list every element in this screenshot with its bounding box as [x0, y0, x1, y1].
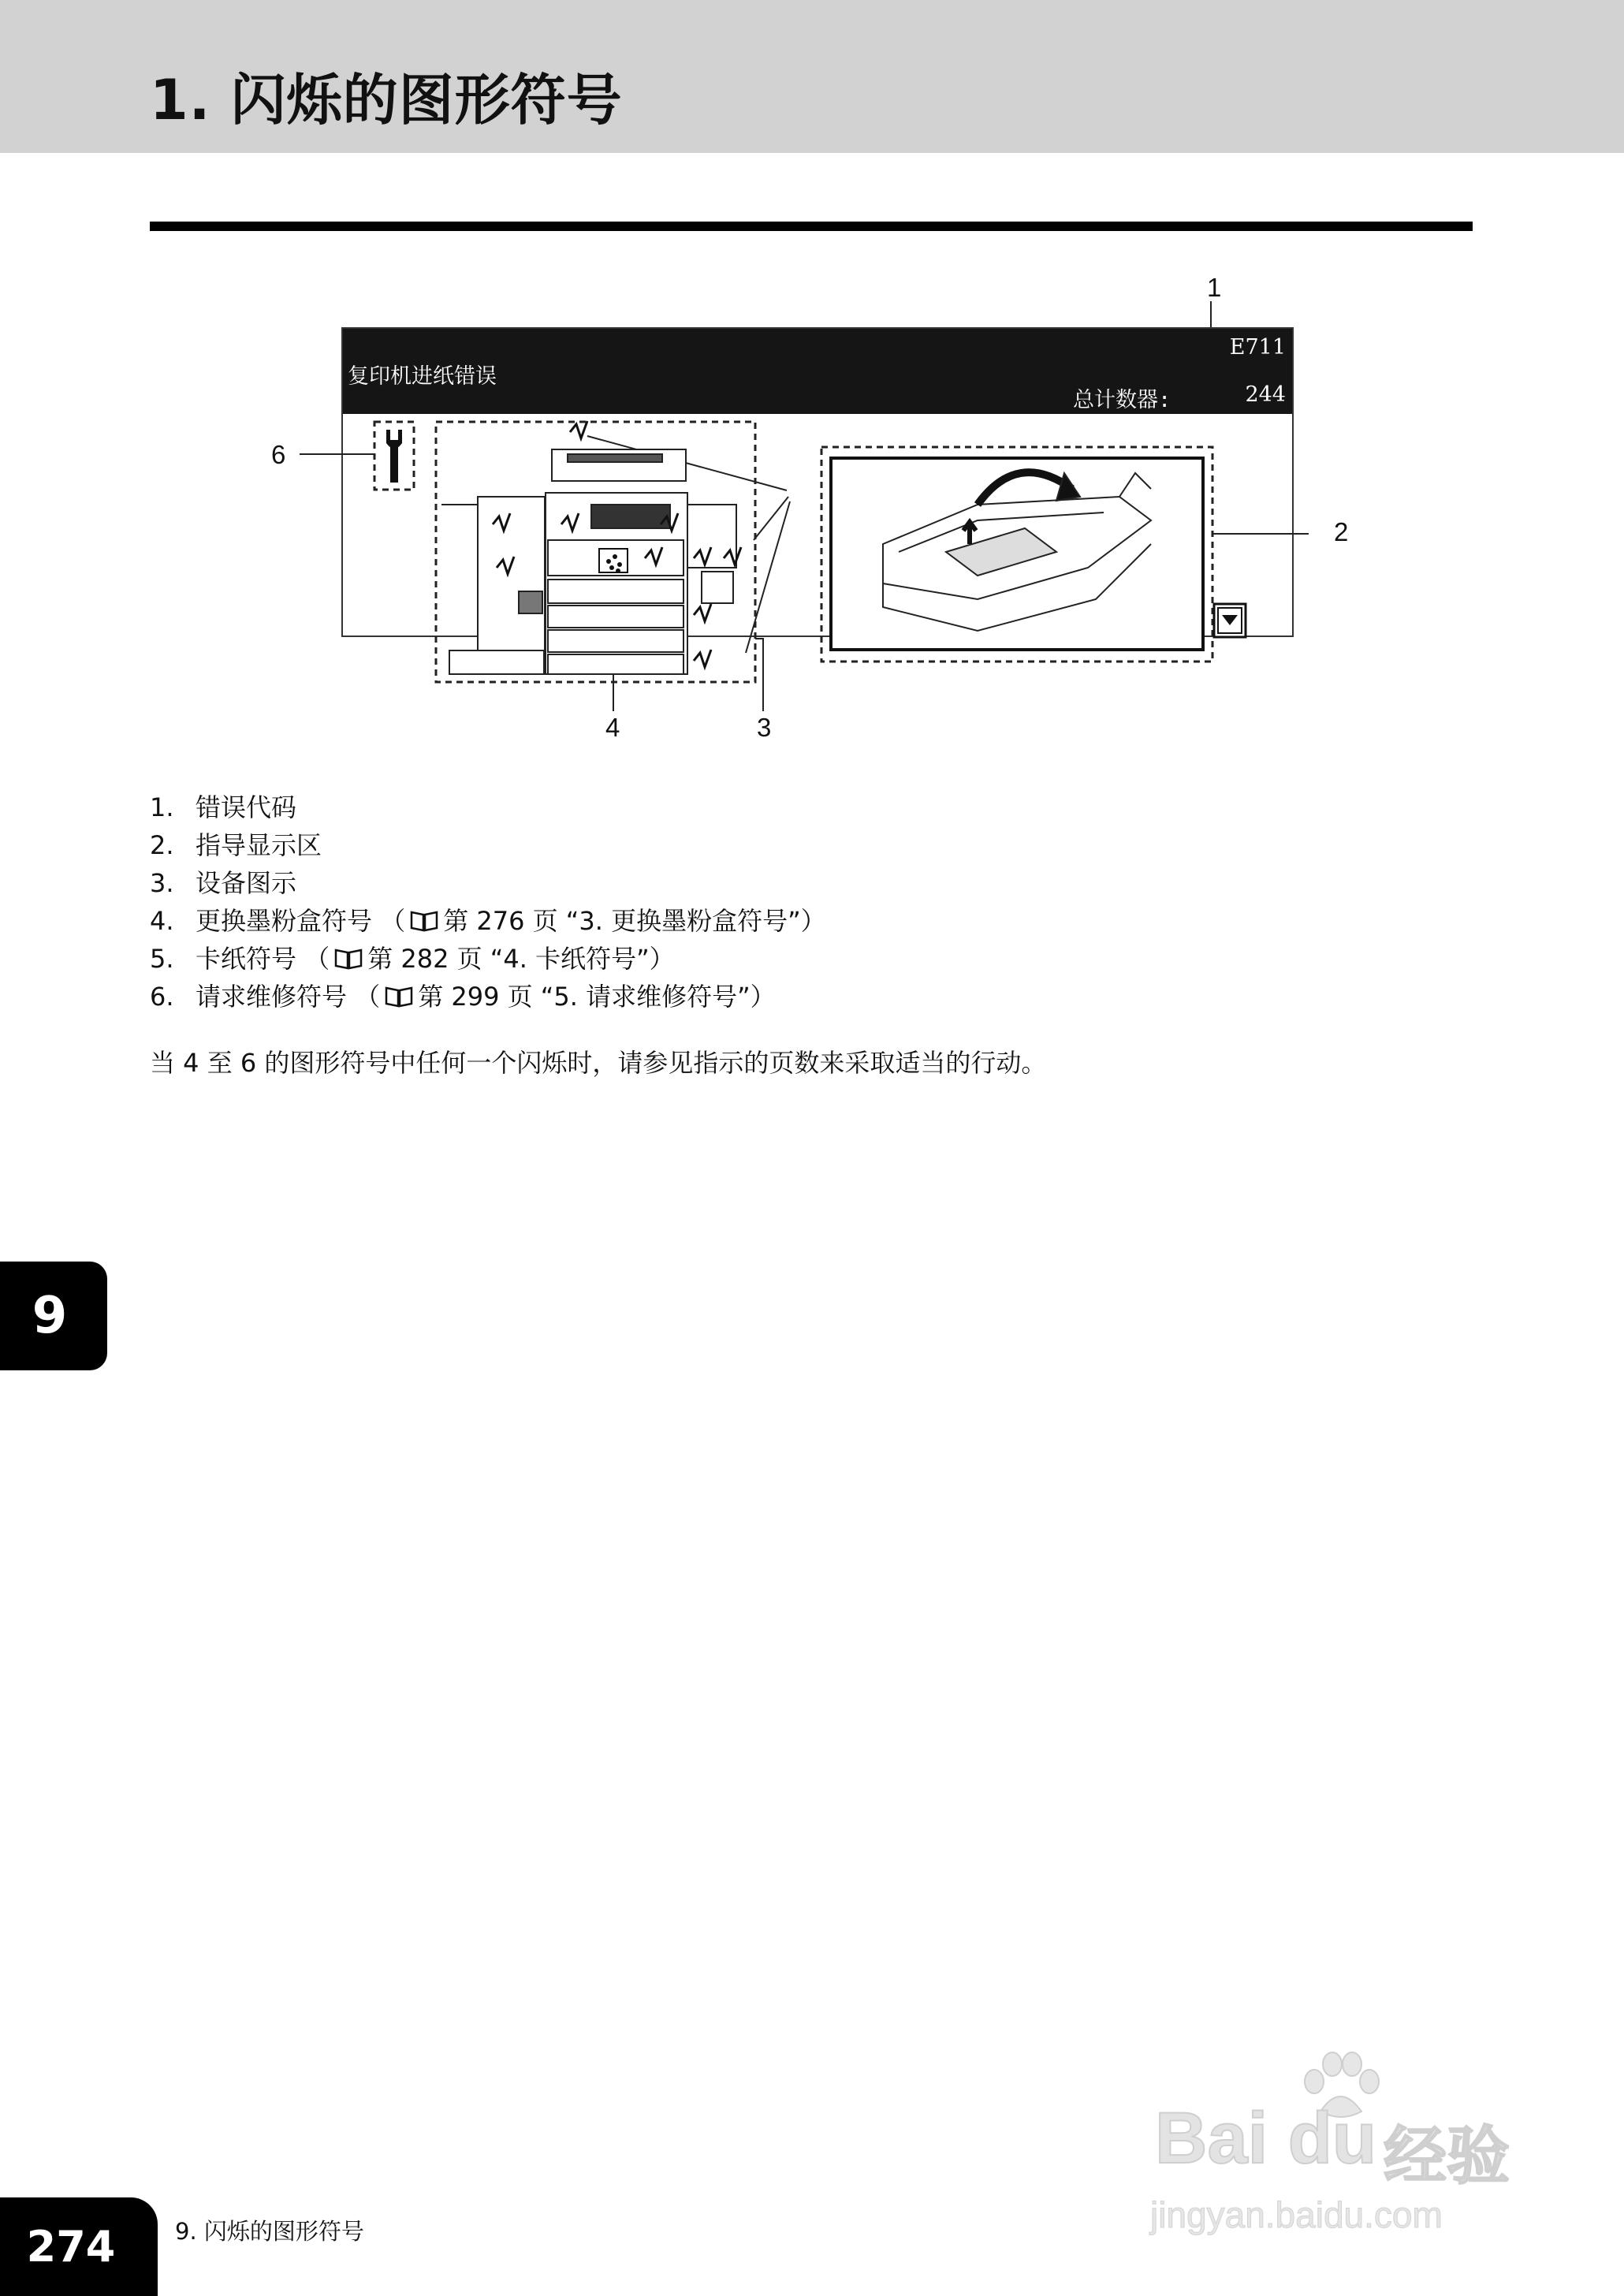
copier-illustration — [441, 449, 736, 674]
legend-list — [150, 788, 826, 1016]
page-reference[interactable]: 第 276 页 “3. 更换墨粉盒符号”） — [443, 906, 826, 936]
watermark-logo: Bai du — [1155, 2098, 1377, 2179]
wrench-icon — [386, 430, 402, 483]
page-title: 1. 闪烁的图形符号 — [150, 68, 623, 132]
chapter-tab[interactable]: 9 — [0, 1262, 107, 1370]
body-text: 当 4 至 6 的图形符号中任何一个闪烁时，请参见指示的页数来采取适当的行动。 — [150, 1048, 1047, 1078]
error-code: E711 — [1229, 335, 1286, 360]
callout-2: 2 — [1334, 517, 1349, 546]
scroll-down-button — [1214, 604, 1246, 637]
list-item: 6. 请求维修符号 （ 第 299 页 “5. 请求维修符号”） — [150, 982, 776, 1012]
counter-label: 总计数器: — [1073, 388, 1171, 412]
title-rule — [150, 222, 1473, 231]
paper-jam-icon — [694, 650, 711, 667]
footer-section-title: 9. 闪烁的图形符号 — [175, 2218, 364, 2245]
callout-3: 3 — [757, 713, 772, 742]
list-item: 5. 卡纸符号 （ 第 282 页 “4. 卡纸符号”） — [150, 944, 675, 974]
paper-jam-icon — [694, 604, 711, 621]
callout-4: 4 — [605, 713, 620, 742]
book-icon — [410, 909, 438, 933]
callout-1: 1 — [1207, 273, 1222, 302]
list-item: 4. 更换墨粉盒符号 （ 第 276 页 “3. 更换墨粉盒符号”） — [150, 906, 826, 936]
watermark-cn: 经验 — [1384, 2119, 1510, 2193]
counter-value: 244 — [1245, 382, 1286, 407]
control-panel-diagram — [268, 268, 1349, 757]
page-number: 274 — [0, 2197, 158, 2296]
page-reference[interactable]: 第 299 页 “5. 请求维修符号”） — [418, 982, 776, 1012]
book-icon — [385, 985, 413, 1008]
page-reference[interactable]: 第 282 页 “4. 卡纸符号”） — [367, 944, 675, 974]
callout-6: 6 — [271, 440, 286, 469]
list-item: 3. 设备图示 — [150, 868, 297, 898]
list-item: 1. 错误代码 — [150, 792, 297, 822]
paper-jam-icon — [570, 421, 587, 438]
watermark — [1147, 2042, 1557, 2239]
diagram-artwork — [268, 268, 1309, 757]
watermark-url: jingyan.baidu.com — [1150, 2194, 1443, 2235]
leader-5c — [746, 501, 790, 653]
list-item: 2. 指导显示区 — [150, 830, 322, 860]
leader-5b — [754, 497, 788, 540]
error-message: 复印机进纸错误 — [348, 364, 497, 389]
book-icon — [334, 947, 363, 971]
